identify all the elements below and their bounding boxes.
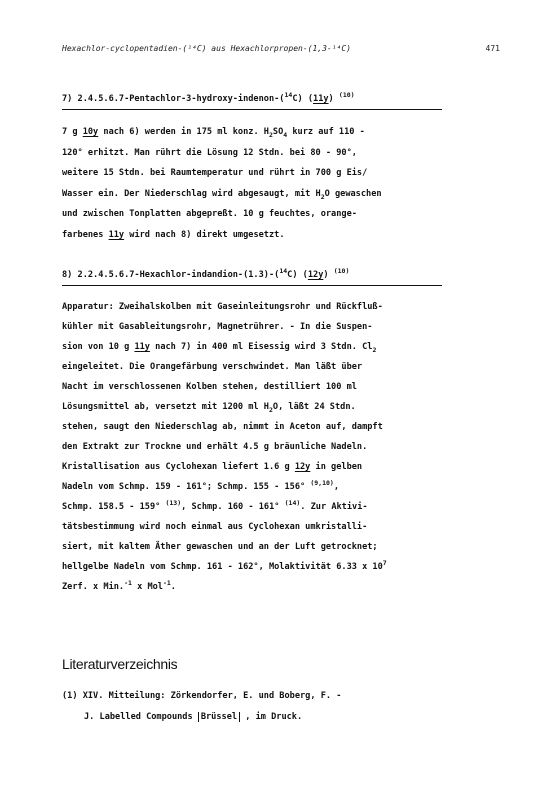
text-line: farbenes 11y wird nach 8) direkt umgesetzt.: [62, 229, 285, 240]
text-line: hellgelbe Nadeln vom Schmp. 161 - 162°, Molaktivität 6.33 x $10^7$: [62, 559, 387, 572]
section-8-body: [62, 297, 502, 597]
running-title: Hexachlor-cyclopentadien-(¹⁴C) aus Hexachlorpropen-(1,3-¹⁴C): [62, 44, 351, 53]
text-line: Wasser ein. Der Niederschlag wird abgesaugt, mit $H_2O$ gewaschen: [62, 188, 382, 201]
text-line: Schmp. 158.5 - 159° $^{(13)}$, Schmp. 160 - 161° $^{(14)}$. Zur Aktivi-: [62, 499, 368, 512]
text-line: Kristallisation aus Cyclohexan liefert 1.6 g 12y in gelben: [62, 462, 363, 472]
text-line: 7 g 10y nach 6) werden in 175 ml konz. $H_2SO_4$ kurz auf 110 -: [62, 127, 365, 139]
text-line: Nacht im verschlossenen Kolben stehen, destilliert 100 ml: [62, 382, 357, 392]
text-line: sion von 10 g 11y nach 7) in 400 ml Eisessig wird 3 Stdn. $Cl_2$: [62, 342, 377, 354]
literature-heading: Literaturverzeichnis: [62, 656, 178, 672]
text-line: eingeleitet. Die Orangefärbung verschwindet. Man läßt über: [62, 362, 363, 372]
text-line: kühler mit Gasableitungsrohr, Magnetrührer. - In die Suspen-: [62, 322, 373, 332]
reference-item-continuation: J. Labelled Compounds Brüssel , im Druck.: [84, 712, 303, 722]
running-header: [62, 44, 500, 53]
text-line: weitere 15 Stdn. bei Raumtemperatur und rührt in 700 g Eis/: [62, 168, 368, 178]
section-7-body: [62, 122, 502, 245]
text-line: und zwischen Tonplatten abgepreßt. 10 g feuchtes, orange-: [62, 209, 357, 219]
text-line: Nadeln vom Schmp. 159 - 161°; Schmp. 155 - 156° $^{(9,10)}$,: [62, 479, 340, 492]
page-number: 471: [485, 44, 500, 53]
section-8-heading: [62, 268, 442, 286]
text-line: Apparatur: Zweihalskolben mit Gaseinleitungsrohr und Rückfluß-: [62, 302, 383, 312]
text-line: Zerf. x Min.$^{-1}$ x Mol$^{-1}$.: [62, 579, 176, 592]
reference-list: [62, 686, 502, 728]
text-line: Lösungsmittel ab, versetzt mit 1200 ml $H_2O$, läßt 24 Stdn.: [62, 402, 356, 414]
section-8-heading-text: 8) 2.2.4.5.6.7-Hexachlor-indandion-(1.3)-($^{14}$C) (12y) $^{(10)}$: [62, 267, 350, 280]
section-7-heading: [62, 92, 442, 110]
text-line: tätsbestimmung wird noch einmal aus Cyclohexan umkristalli-: [62, 522, 368, 532]
text-line: 120° erhitzt. Man rührt die Lösung 12 Stdn. bei 80 - 90°,: [62, 147, 357, 158]
text-line: siert, mit kaltem Äther gewaschen und an der Luft getrocknet;: [62, 542, 378, 552]
section-7-heading-text: 7) 2.4.5.6.7-Pentachlor-3-hydroxy-indenon-($^{14}$C) (11y) $^{(10)}$: [62, 91, 355, 104]
text-line: den Extrakt zur Trockne und erhält 4.5 g bräunliche Nadeln.: [62, 442, 368, 452]
reference-item: (1) XIV. Mitteilung: Zörkendorfer, E. und Boberg, F. -: [62, 691, 342, 701]
text-line: stehen, saugt den Niederschlag ab, nimmt in Aceton auf, dampft: [62, 422, 383, 432]
